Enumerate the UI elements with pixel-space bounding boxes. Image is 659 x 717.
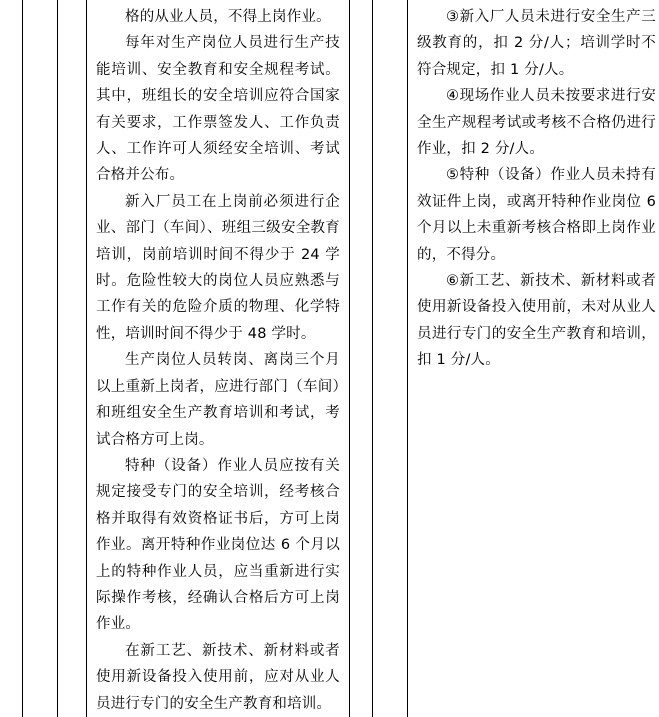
deductions-paragraph-4: ⑥新工艺、新技术、新材料或者使用新设备投入使用前，未对从业人员进行专门的安全生产教育和培训，扣 1 分/人。: [417, 268, 656, 374]
table-cell-subcategory: [58, 0, 87, 717]
table-cell-method: [373, 0, 408, 717]
requirements-paragraph-6: 在新工艺、新技术、新材料或者使用新设备投入使用前，应对从业人员进行专门的安全生产教育和培训。: [96, 638, 340, 717]
deductions-paragraph-2: ④现场作业人员未按要求进行安全生产规程考试或考核不合格仍进行作业，扣 2 分/人。: [417, 83, 656, 162]
table-cell-category: [23, 0, 58, 717]
requirements-text-block: [87, 0, 349, 717]
requirements-paragraph-1: 格的从业人员，不得上岗作业。: [96, 4, 340, 30]
requirements-paragraph-2: 每年对生产岗位人员进行生产技能培训、安全教育和安全规程考试。其中，班组长的安全培训应符合国家有关要求，工作票签发人、工作负责人、工作许可人须经安全培训、考试合格并公布。: [96, 30, 340, 188]
requirements-paragraph-5: 特种（设备）作业人员应按有关规定接受专门的安全培训，经考核合格并取得有效资格证书后，方可上岗作业。离开特种作业岗位达 6 个月以上的特种作业人员，应当重新进行实际操作考核，经确认合格后方可上岗作业。: [96, 453, 340, 638]
requirements-paragraph-4: 生产岗位人员转岗、离岗三个月以上重新上岗者，应进行部门（车间）和班组安全生产教育培训和考试，考试合格方可上岗。: [96, 347, 340, 453]
deductions-paragraph-1: ③新入厂人员未进行安全生产三级教育的，扣 2 分/人；培训学时不符合规定，扣 1 分/人。: [417, 4, 656, 83]
table-cell-deductions: [408, 0, 659, 717]
deductions-text-block: [408, 0, 659, 374]
deductions-paragraph-3: ⑤特种（设备）作业人员未持有效证件上岗，或离开特种作业岗位 6 个月以上未重新考核合格即上岗作业的，不得分。: [417, 162, 656, 268]
table-cell-index: [0, 0, 23, 717]
table-cell-score: [350, 0, 373, 717]
requirements-paragraph-3: 新入厂员工在上岗前必须进行企业、部门（车间）、班组三级安全教育培训，岗前培训时间不得少于 24 学时。危险性较大的岗位人员应熟悉与工作有关的危险介质的物理、化学特性，培训时间不得少于 48 学时。: [96, 189, 340, 347]
table-cell-requirements: [87, 0, 350, 717]
